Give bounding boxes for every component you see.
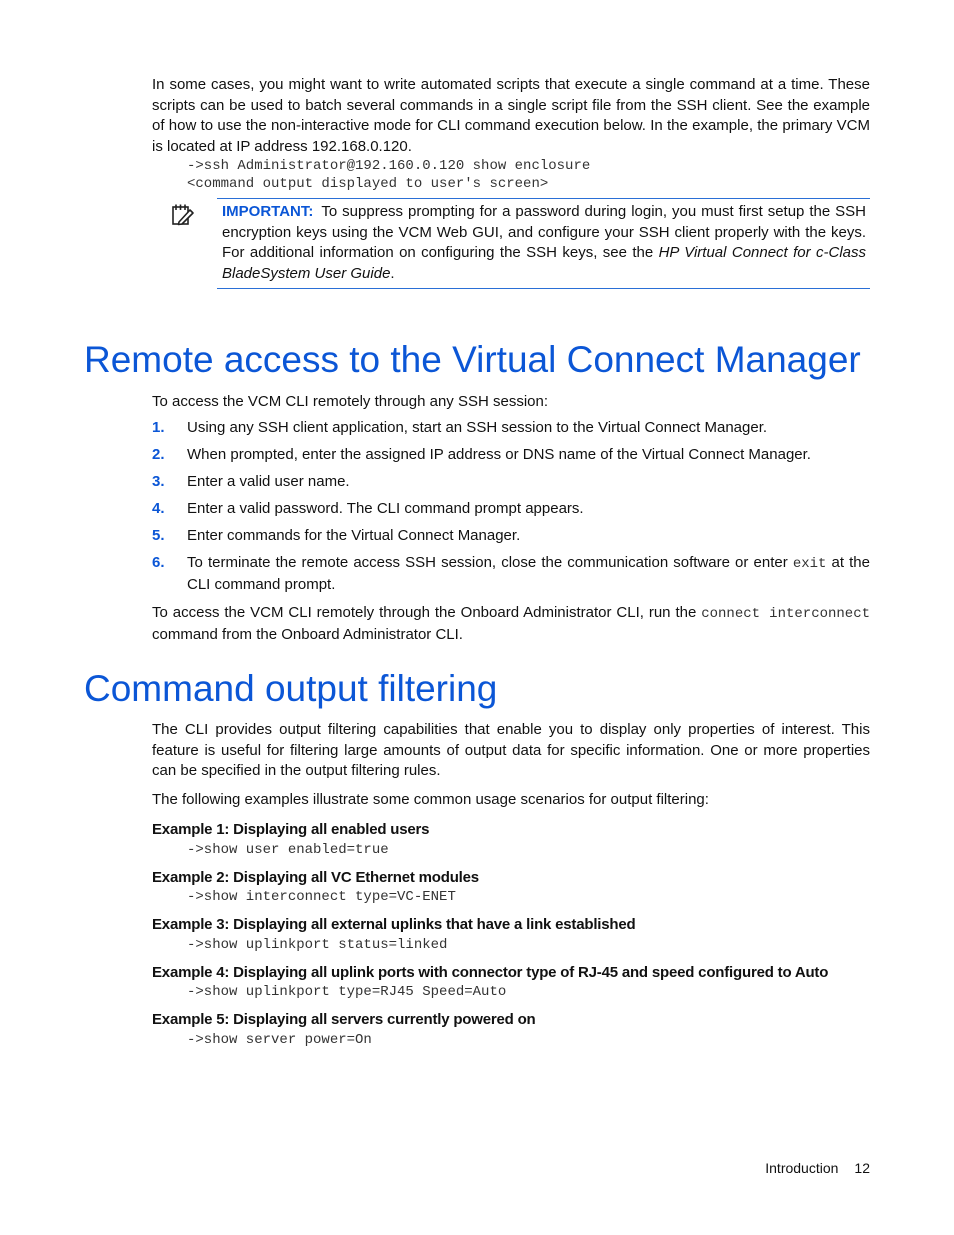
remote-access-heading: Remote access to the Virtual Connect Manager	[84, 339, 861, 380]
onboard-text: To access the VCM CLI remotely through the Onboard Administrator CLI, run the	[152, 604, 702, 621]
important-note-text	[217, 199, 870, 288]
connect-interconnect-command: connect interconnect	[701, 606, 870, 622]
onboard-text-end: command from the Onboard Administrator CLI.	[152, 625, 463, 643]
example-4-code: ->show uplinkport type=RJ45 Speed=Auto	[187, 984, 507, 1000]
important-body: To suppress prompting for a password during login, you must first setup the SSH encryption keys using the VCM Web GUI, and configure your SSH client properly with the keys. For additional information on configuring the SSH keys, see the	[222, 203, 866, 261]
filtering-examples-intro: The following examples illustrate some common usage scenarios for output filtering:	[152, 791, 709, 808]
intro-paragraph: In some cases, you might want to write automated scripts that execute a single command at a time. These scripts can be used to batch several commands in a single script file from the SSH client. See the example of how to use the non-interactive mode for CLI command execution below. In the example, the primary VCM is located at IP address 192.168.0.120.	[152, 76, 870, 155]
step-number: 6.	[152, 554, 165, 571]
example-2-code: ->show interconnect type=VC-ENET	[187, 889, 456, 905]
example-2-title: Example 2: Displaying all VC Ethernet modules	[152, 869, 479, 886]
step-item	[152, 499, 870, 520]
onboard-paragraph	[152, 603, 870, 645]
example-3-title: Example 3: Displaying all external uplinks that have a link established	[152, 916, 636, 933]
page-footer	[765, 1158, 870, 1179]
example-4-title: Example 4: Displaying all uplink ports with connector type of RJ-45 and speed configured to Auto	[152, 964, 829, 981]
example-5-title: Example 5: Displaying all servers currently powered on	[152, 1011, 536, 1028]
example-1-title: Example 1: Displaying all enabled users	[152, 821, 430, 838]
ssh-example-output: <command output displayed to user's screen>	[187, 176, 549, 192]
step-text: Enter a valid password. The CLI command prompt appears.	[187, 500, 584, 517]
ssh-example-command: ->ssh Administrator@192.160.0.120 show enclosure	[187, 158, 591, 174]
important-end: .	[390, 264, 395, 282]
step-item	[152, 418, 870, 439]
example-5-code: ->show server power=On	[187, 1032, 372, 1048]
important-note-icon	[171, 203, 195, 234]
step-number: 5.	[152, 527, 165, 544]
step-text-end: at the CLI command prompt.	[187, 554, 870, 593]
example-3-code: ->show uplinkport status=linked	[187, 937, 448, 953]
remote-access-lead: To access the VCM CLI remotely through any SSH session:	[152, 393, 549, 410]
step-text: Enter commands for the Virtual Connect Manager.	[187, 527, 521, 544]
user-guide-title: HP Virtual Connect for c-Class BladeSystem User Guide	[222, 244, 866, 282]
step-number: 3.	[152, 473, 165, 490]
step-text: When prompted, enter the assigned IP address or DNS name of the Virtual Connect Manager.	[187, 446, 811, 463]
step-text: To terminate the remote access SSH session, close the communication software or enter	[187, 554, 793, 571]
step-number: 1.	[152, 419, 165, 436]
step-text: Using any SSH client application, start an SSH session to the Virtual Connect Manager.	[187, 419, 768, 436]
footer-section: Introduction	[765, 1160, 839, 1176]
step-item	[152, 553, 870, 595]
important-note	[217, 198, 870, 289]
exit-command: exit	[792, 556, 827, 572]
step-number: 4.	[152, 500, 165, 517]
important-label: IMPORTANT:	[222, 203, 314, 220]
example-1-code: ->show user enabled=true	[187, 842, 389, 858]
filtering-paragraph: The CLI provides output filtering capabilities that enable you to display only properties of interest. This feature is useful for filtering large amounts of output data for specific information. One or more properties can be specified in the output filtering rules.	[152, 721, 870, 779]
step-item	[152, 526, 870, 547]
filtering-heading: Command output filtering	[84, 668, 498, 709]
step-number: 2.	[152, 446, 165, 463]
step-text: Enter a valid user name.	[187, 473, 350, 490]
page-number: 12	[854, 1160, 870, 1176]
remote-access-steps	[152, 418, 870, 602]
step-item	[152, 445, 870, 466]
step-item	[152, 472, 870, 493]
